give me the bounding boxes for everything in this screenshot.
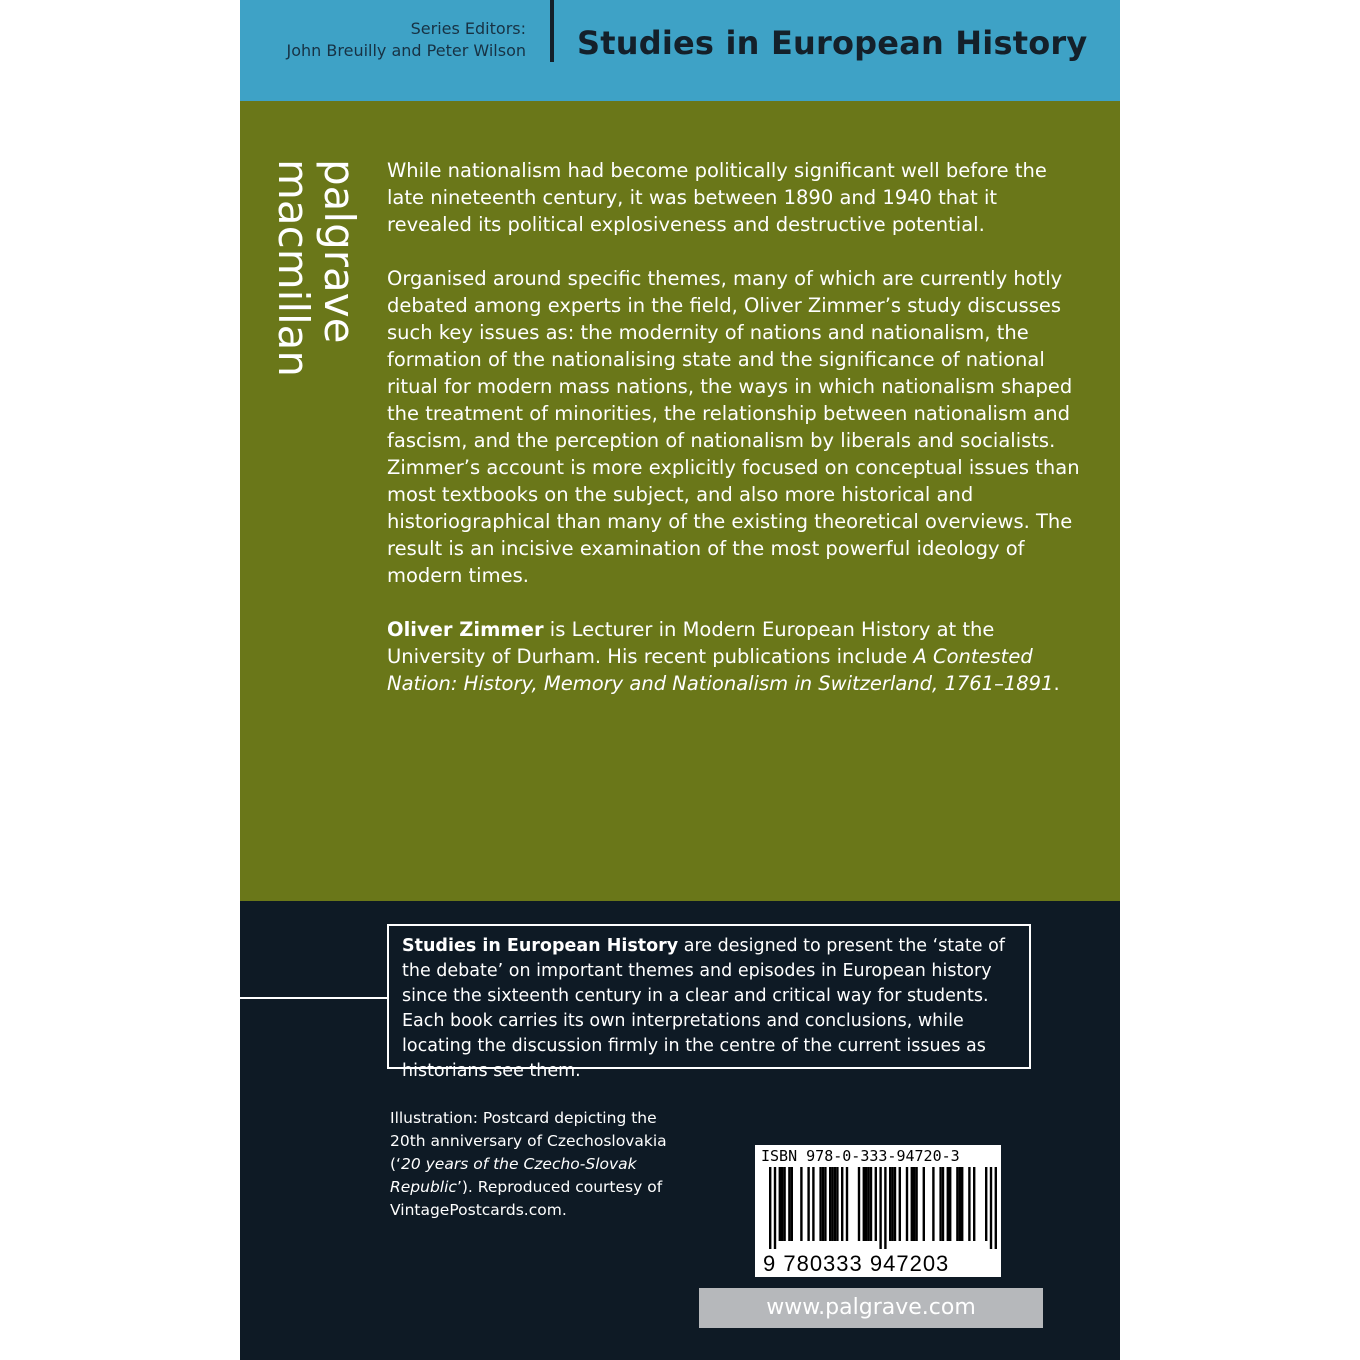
publisher-logo-line1: palgrave [315, 159, 364, 344]
barcode-bar [985, 1167, 987, 1241]
barcode-bar [836, 1167, 838, 1241]
book-back-cover [240, 0, 1120, 1360]
barcode-bar [995, 1167, 997, 1249]
barcode-bar [865, 1167, 867, 1241]
barcode-bar [781, 1167, 783, 1241]
barcode-bar [870, 1167, 872, 1241]
barcode-bar [942, 1167, 944, 1241]
barcode-bar [884, 1167, 886, 1249]
series-description-box [387, 924, 1031, 1081]
blurb-panel [240, 101, 1120, 901]
editors-label: Series Editors: [410, 19, 526, 38]
barcode-bar [911, 1167, 913, 1241]
barcode-bar [968, 1167, 970, 1241]
editors-names: John Breuilly and Peter Wilson [286, 41, 526, 60]
barcode-bar [961, 1167, 963, 1241]
barcode-bar [990, 1167, 992, 1249]
publisher-logo [266, 159, 362, 379]
author-bio-text: is Lecturer in Modern European History at the University of Durham. His recent publications include [387, 618, 995, 668]
illustration-credit-post: ’). Reproduced courtesy of VintagePostcards.com. [390, 1178, 663, 1219]
barcode-bar [867, 1167, 869, 1241]
publisher-logo-line2: macmillan [269, 159, 318, 378]
author-name: Oliver Zimmer [387, 618, 544, 641]
series-description-text: are designed to present the ‘state of the debate’ on important themes and episodes in European history since the sixteenth century in a clear and critical way for students. Each book carries its own interpretations and conclusions, while locating the discussion firmly in the centre of the current issues as historians see them. [402, 936, 1005, 1081]
barcode-bar [834, 1167, 836, 1241]
barcode-bar [889, 1167, 891, 1241]
ean-number: 9 780333 947203 [763, 1251, 950, 1276]
barcode-bar [894, 1167, 896, 1241]
publisher-website[interactable]: www.palgrave.com [699, 1288, 1043, 1328]
isbn-number: ISBN 978-0-333-94720-3 [761, 1147, 960, 1165]
illustration-credit [390, 1107, 670, 1222]
barcode-bar [769, 1167, 771, 1249]
illustration-credit-title: 20 years of the Czecho-Slovak Republic [390, 1155, 637, 1196]
blurb-text [387, 157, 1087, 724]
barcode-bar [822, 1167, 824, 1241]
series-description-title: Studies in European History [402, 936, 679, 956]
isbn-barcode [755, 1145, 1001, 1277]
blurb-paragraph-1: While nationalism had become politically significant well before the late nineteenth century, it was between 1890 and 1940 that it revealed its political explosiveness and destructive potential. [387, 159, 1047, 236]
header-divider [550, 0, 554, 62]
illustration-credit-pre: Illustration: Postcard depicting the 20th anniversary of Czechoslovakia (‘ [390, 1109, 667, 1173]
barcode-bar [947, 1167, 949, 1241]
barcode-bar [819, 1167, 821, 1241]
barcode-bar [841, 1167, 843, 1241]
barcode-bar [932, 1167, 934, 1241]
series-title: Studies in European History [577, 24, 1088, 62]
barcode-bar [879, 1167, 881, 1249]
barcode-bar [973, 1167, 975, 1241]
barcode-bar [906, 1167, 908, 1241]
barcode-bar [858, 1167, 860, 1241]
horizontal-rule [240, 997, 387, 999]
barcode-bar [913, 1167, 915, 1241]
barcode-bar [783, 1167, 785, 1241]
series-header [240, 0, 1120, 101]
barcode-bar [875, 1167, 877, 1241]
barcode-bar [956, 1167, 958, 1241]
barcode-bar [846, 1167, 848, 1241]
barcode-bars [755, 1167, 1001, 1251]
barcode-bar [899, 1167, 901, 1241]
barcode-bar [812, 1167, 814, 1241]
barcode-bar [863, 1167, 865, 1241]
book-title: A Contested Nation: History, Memory and Nationalism in Switzerland, 1761–1891 [387, 645, 1054, 695]
barcode-bar [831, 1167, 833, 1241]
barcode-bar [791, 1167, 793, 1241]
barcode-bar [915, 1167, 917, 1241]
barcode-bar [959, 1167, 961, 1241]
barcode-bar [939, 1167, 941, 1241]
barcode-bar [891, 1167, 893, 1241]
author-bio-end: . [1053, 672, 1060, 695]
barcode-bar [824, 1167, 826, 1241]
barcode-bar [800, 1167, 802, 1241]
barcode-bar [774, 1167, 776, 1249]
blurb-paragraph-2: Organised around specific themes, many of which are currently hotly debated among experts in the field, Oliver Zimmer’s study discusses such key issues as: the modernity of nations and nationalism, the formation of the nationalising state and the significance of national ritual for modern mass nations, the ways in which nationalism shaped the treatment of minorities, the relationship between nationalism and fascism, and the perception of nationalism by liberals and socialists. Zimmer’s account is more explicitly focused on conceptual issues than most textbooks on the subject, and also more historical and historiographical than many of the existing theoretical overviews. The result is an incisive examination of the most powerful ideology of modern times. [387, 267, 1080, 587]
barcode-bar [923, 1167, 925, 1241]
barcode-bar [779, 1167, 781, 1241]
barcode-bar [807, 1167, 809, 1241]
author-bio [387, 616, 1087, 697]
barcode-bar [829, 1167, 831, 1241]
barcode-bar [788, 1167, 790, 1241]
series-editors [287, 18, 526, 62]
barcode-bar [949, 1167, 951, 1241]
footer-panel [240, 901, 1120, 1360]
